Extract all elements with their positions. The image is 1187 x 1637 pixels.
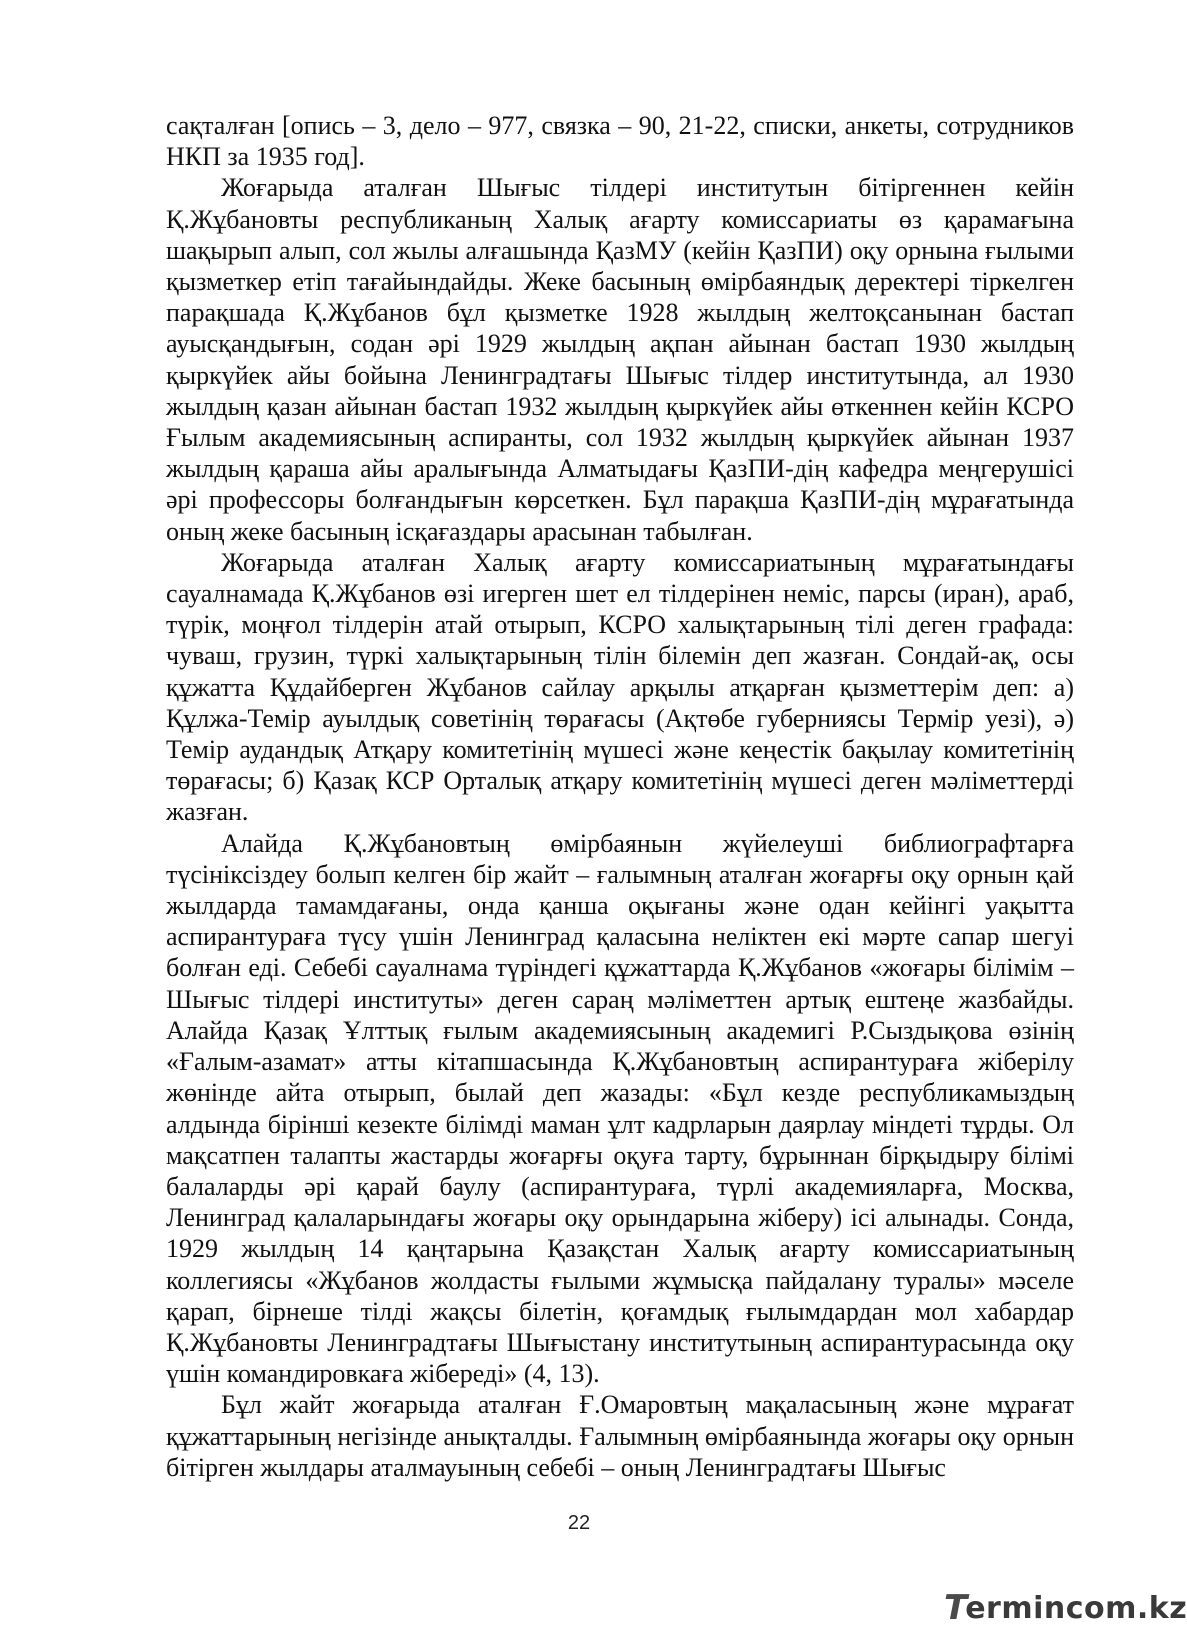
paragraph-3: Жоғарыда аталған Халық ағарту комиссариатының мұрағатындағы сауалнамада Қ.Жұбанов өзі игерген шет ел тілдерінен неміс, парсы (иран), араб, түрік, моңғол тілдерін атай отырып, КСРО халықтарының тілі деген графада: чуваш, грузин, түркі халықтарының тілін білемін деп жазған. Сондай-ақ, осы құжатта Құдайберген Жұбанов сайлау арқылы атқарған қызметтерім деп: а) Құлжа-Темір ауылдық советінің төрағасы (Ақтөбе губерниясы Термір уезі), ә) Темір аудандық Атқару комитетінің мүшесі және кеңестік бақылау комитетінің төрағасы; б) Қазақ КСР Орталық атқару комитетінің мүшесі деген мәліметтерді жазған. — [166, 547, 1074, 827]
paragraph-4: Алайда Қ.Жұбановтың өмірбаянын жүйелеуші библиографтарға түсініксіздеу болып келген бір жайт – ғалымның аталған жоғарғы оқу орнын қай жылдарда тамамдағаны, онда қанша оқығаны және одан кейінгі уақытта аспирантураға түсу үшін Ленинград қаласына неліктен екі мәрте сапар шегуі болған еді. Себебі сауалнама түріндегі құжаттарда Қ.Жұбанов «жоғары білімім – Шығыс тілдері институты» деген сараң мәліметтен артық ештеңе жазбайды. Алайда Қазақ Ұлттық ғылым академиясының академигі Р.Сыздықова өзінің «Ғалым-азамат» атты кітапшасында Қ.Жұбановтың аспирантураға жіберілу жөнінде айта отырып, былай деп жазады: «Бұл кезде республикамыздың алдында бірінші кезекте білімді маман ұлт кадрларын даярлау міндеті тұрды. Ол мақсатпен талапты жастарды жоғарғы оқуға тарту, бұрыннан бірқыдыру білімі балаларды әрі қарай баулу (аспирантураға, түрлі академияларға, Москва, Ленинград қалаларындағы жоғары оқу орындарына жіберу) ісі алынады. Сонда, 1929 жылдың 14 қаңтарына Қазақстан Халық ағарту комиссариатының коллегиясы «Жұбанов жолдасты ғылыми жұмысқа пайдалану туралы» мәселе қарап, бірнеше тілді жақсы білетін, қоғамдық ғылымдардан мол хабардар Қ.Жұбановты Ленинградтағы Шығыстану институтының аспирантурасында оқу үшін командировкаға жібереді» (4, 13). — [166, 828, 1074, 1389]
watermark-initial: T — [944, 1588, 968, 1628]
paragraph-2: Жоғарыда аталған Шығыс тілдері институтын бітіргеннен кейін Қ.Жұбановты республиканың Халық ағарту комиссариаты өз қарамағына шақырып алып, сол жылы алғашында ҚазМУ (кейін ҚазПИ) оқу орнына ғылыми қызметкер етіп тағайындайды. Жеке басының өмірбаяндық деректері тіркелген парақшада Қ.Жұбанов бұл қызметке 1928 жылдың желтоқсанынан бастап ауысқандығын, содан әрі 1929 жылдың ақпан айынан бастап 1930 жылдың қыркүйек айы бойына Ленинградтағы Шығыс тілдер институтында, ал 1930 жылдың қазан айынан бастап 1932 жылдың қыркүйек айы өткеннен кейін КСРО Ғылым академиясының аспиранты, сол 1932 жылдың қыркүйек айынан 1937 жылдың қараша айы аралығында Алматыдағы ҚазПИ-дің кафедра меңгерушісі әрі профессоры болғандығын көрсеткен. Бұл парақша ҚазПИ-дің мұрағатында оның жеке басының ісқағаздары арасынан табылған. — [166, 173, 1074, 546]
paragraph-5: Бұл жайт жоғарыда аталған Ғ.Омаровтың мақаласының және мұрағат құжаттарының негізінде анықталды. Ғалымның өмірбаянында жоғары оқу орнын бітірген жылдары аталмауының себебі – оның Ленинградтағы Шығыс — [166, 1390, 1074, 1482]
page-body — [166, 110, 1074, 1483]
page-number: 22 — [567, 1512, 591, 1534]
paragraph-1: сақталған [опись – 3, дело – 977, связка – 90, 21-22, списки, анкеты, сотрудников НКП за 1935 год]. — [166, 111, 1074, 172]
watermark-text: ermincom.kz — [965, 1591, 1187, 1626]
termincom-watermark-logo — [944, 1585, 1187, 1628]
